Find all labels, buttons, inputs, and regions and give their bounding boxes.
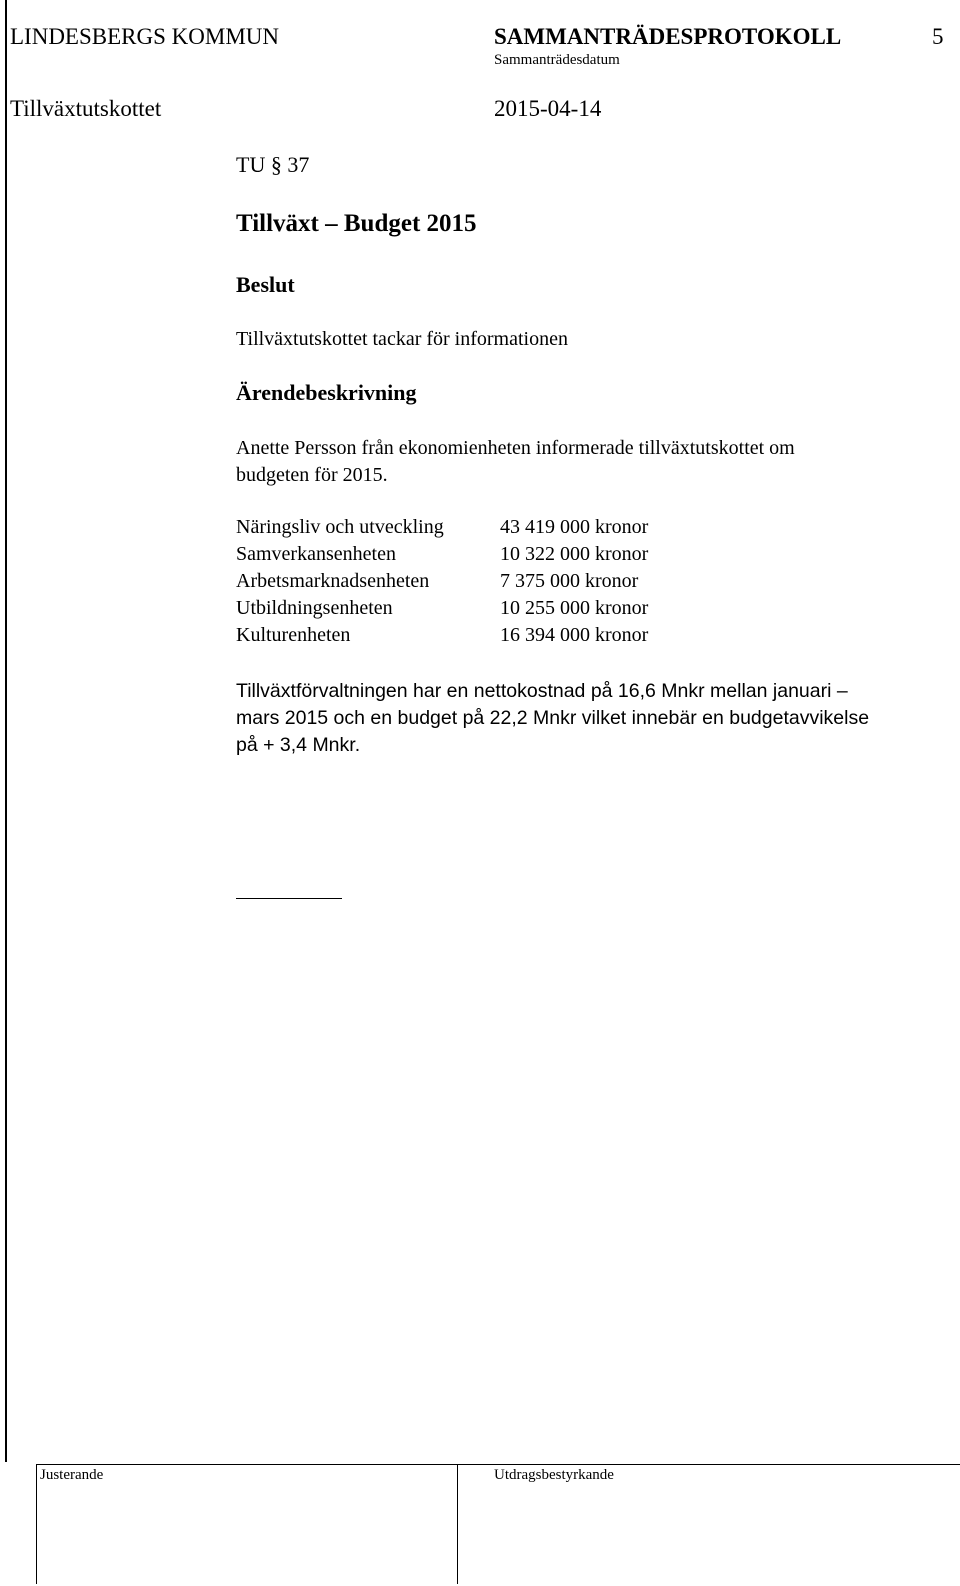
description-heading: Ärendebeskrivning	[236, 380, 417, 405]
description-line: Anette Persson från ekonomienheten informerade tillväxtutskottet om	[236, 437, 795, 459]
utdragsbestyrkande-label: Utdragsbestyrkande	[494, 1467, 614, 1483]
summary-line: mars 2015 och en budget på 22,2 Mnkr vilket innebär en budgetavvikelse	[236, 707, 870, 729]
budget-amount: 16 394 000 kronor	[500, 624, 649, 646]
budget-unit: Samverkansenheten	[236, 543, 396, 565]
footer-divider	[36, 1464, 37, 1584]
summary-line: Tillväxtförvaltningen har en nettokostnad på 16,6 Mnkr mellan januari –	[236, 680, 848, 702]
description-paragraph	[236, 435, 956, 489]
budget-unit: Arbetsmarknadsenheten	[236, 570, 430, 592]
footer-rule	[36, 1464, 960, 1465]
decision-heading: Beslut	[236, 272, 295, 297]
summary-paragraph	[236, 678, 956, 759]
budget-row	[236, 516, 736, 543]
budget-row	[236, 570, 736, 597]
page-number: 5	[932, 24, 944, 49]
description-line: budgeten för 2015.	[236, 464, 388, 486]
date-label: Sammanträdesdatum	[494, 52, 620, 68]
municipality-name: LINDESBERGS KOMMUN	[10, 24, 279, 49]
budget-amount: 10 255 000 kronor	[500, 597, 649, 619]
summary-line: på + 3,4 Mnkr.	[236, 734, 361, 756]
decision-text: Tillväxtutskottet tackar för informationen	[236, 328, 568, 350]
footer-divider	[457, 1464, 458, 1584]
budget-amount: 10 322 000 kronor	[500, 543, 649, 565]
separator-line	[236, 898, 342, 899]
budget-amount: 43 419 000 kronor	[500, 516, 649, 538]
budget-row	[236, 624, 736, 651]
budget-unit: Kulturenheten	[236, 624, 351, 646]
meeting-date: 2015-04-14	[494, 96, 602, 121]
budget-amount: 7 375 000 kronor	[500, 570, 639, 592]
budget-row	[236, 597, 736, 624]
left-margin-line	[5, 0, 7, 1462]
paragraph-id: TU § 37	[236, 152, 310, 177]
budget-unit: Näringsliv och utveckling	[236, 516, 444, 538]
justerande-label: Justerande	[40, 1467, 104, 1483]
section-title: Tillväxt – Budget 2015	[236, 210, 477, 237]
budget-row	[236, 543, 736, 570]
document-type: SAMMANTRÄDESPROTOKOLL	[494, 24, 842, 49]
budget-unit: Utbildningsenheten	[236, 597, 393, 619]
committee-name: Tillväxtutskottet	[10, 96, 162, 121]
